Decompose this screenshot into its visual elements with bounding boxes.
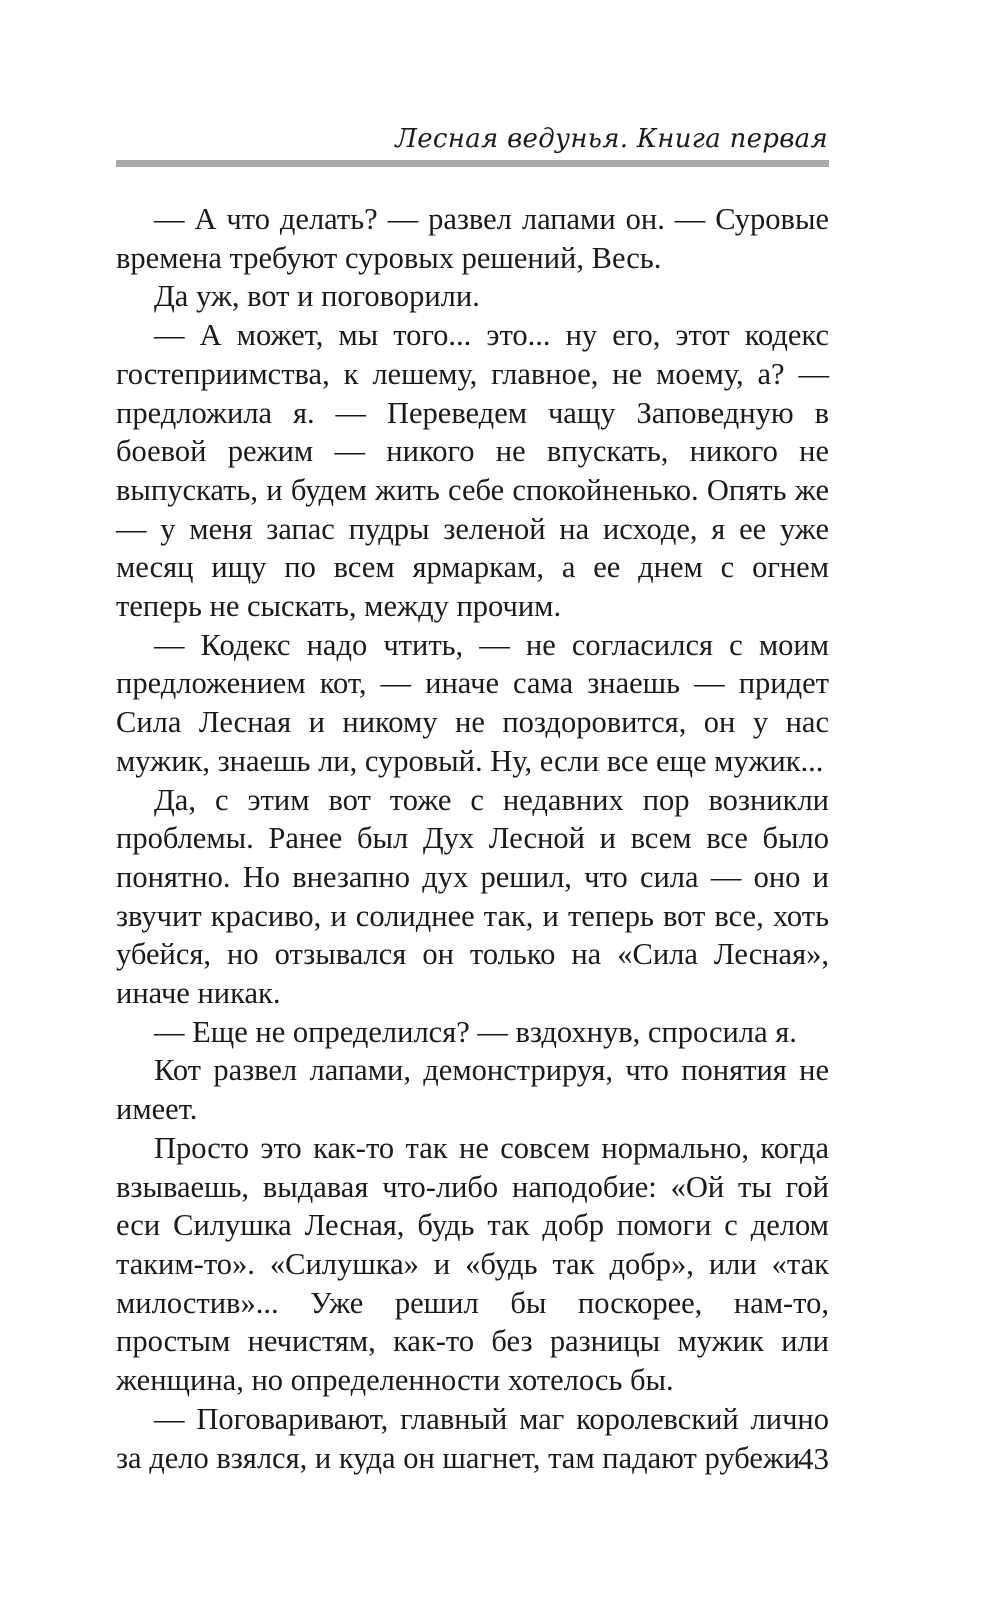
paragraph: — Поговаривают, главный маг королевский лично за дело взялся, и куда он шагнет, там падают рубежи bbox=[116, 1401, 829, 1475]
page-number: 43 bbox=[798, 1441, 829, 1476]
header-rule-divider bbox=[116, 160, 829, 167]
paragraph: Кот развел лапами, демонстрируя, что понятия не имеет. bbox=[116, 1053, 829, 1127]
paragraph: Да уж, вот и поговорили. bbox=[154, 279, 480, 314]
paragraph: — Еще не определился? — вздохнув, спросила я. bbox=[154, 1014, 797, 1049]
paragraph: Просто это как-то так не совсем нормально, когда взываешь, выдавая что-либо наподобие: «Ой ты гой еси Силушка Лесная, будь так добр помоги с делом таким-то». «Силушка» и «будь так добр», или «так милостив»... Уже решил бы поскорее, нам-то, простым нечистям, как-то без разницы мужик или женщина, но определенности хотелось бы. bbox=[116, 1130, 829, 1398]
paragraph: — А что делать? — развел лапами он. — Суровые времена требуют суровых решений, Весь. bbox=[116, 202, 829, 275]
running-head-title: Лесная ведунья. Книга первая bbox=[395, 124, 828, 154]
paragraph: Да, с этим вот тоже с недавних пор возникли проблемы. Ранее был Дух Лесной и всем все было понятно. Но внезапно дух решил, что сила — оно и звучит красиво, и солиднее так, и теперь вот все, хоть убейся, но отзывался он только на «Сила Лесная», иначе никак. bbox=[116, 782, 829, 1011]
page-body-text bbox=[116, 200, 829, 1477]
paragraph: — Кодекс надо чтить, — не согласился с моим предложением кот, — иначе сама знаешь — придет Сила Лесная и никому не поздоровится, он у нас мужик, знаешь ли, суровый. Ну, если все еще мужик... bbox=[116, 627, 829, 778]
paragraph: — А может, мы того... это... ну его, этот кодекс гостеприимства, к лешему, главное, не моему, а? — предложила я. — Переведем чащу Заповедную в боевой режим — никого не впускать, никого не выпускать, и будем жить себе спокойненько. Опять же — у меня запас пудры зеленой на исходе, я ее уже месяц ищу по всем ярмаркам, а ее днем с огнем теперь не сыскать, между прочим. bbox=[116, 318, 829, 624]
